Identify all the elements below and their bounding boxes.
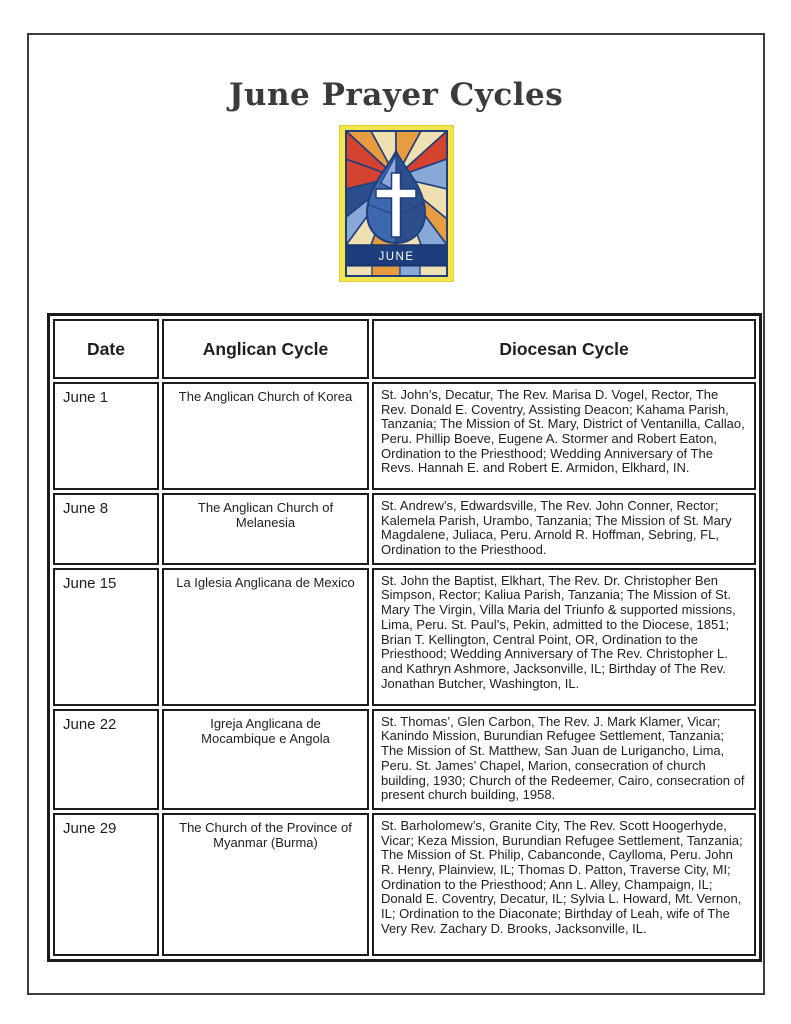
table-header-row xyxy=(53,319,756,379)
diocesan-cycle-cell: St. John the Baptist, Elkhart, The Rev. Dr. Christopher Ben Simpson, Rector; Kaliua Parish, Tanzania; The Mission of St. Mary The Virgin, Villa Maria del Triunfo & supported missions, Lima, Peru. St. Paul’s, Pekin, admitted to the Diocese, 1851; Brian T. Kellington, Central Point, OR, Ordination to the Priesthood; Wedding Anniversary of The Rev. Christopher L. and Kathryn Ashmore, Jacksonville, IL; Birthday of The Rev. Jonathan Butcher, Washington, IL. xyxy=(372,568,756,706)
table-row xyxy=(53,568,756,706)
header-anglican-cycle: Anglican Cycle xyxy=(162,319,369,379)
header-date: Date xyxy=(53,319,159,379)
anglican-cycle-cell: The Anglican Church of Melanesia xyxy=(162,493,369,565)
prayer-cycles-table xyxy=(47,313,762,962)
anglican-cycle-cell: Igreja Anglicana de Mocambique e Angola xyxy=(162,709,369,810)
table-row xyxy=(53,382,756,490)
header-diocesan-cycle: Diocesan Cycle xyxy=(372,319,756,379)
glass-bottom-panes xyxy=(346,266,447,276)
diocesan-cycle-cell: St. Thomas’, Glen Carbon, The Rev. J. Mark Klamer, Vicar; Kanindo Mission, Burundian Refugee Settlement, Tanzania; The Mission of St. Matthew, San Juan de Lurigancho, Lima, Peru. St. James’ Chapel, Marion, consecration of church building, 1930; Church of the Redeemer, Cairo, consecration of present church building, 1958. xyxy=(372,709,756,810)
date-cell: June 15 xyxy=(53,568,159,706)
table-row xyxy=(53,493,756,565)
june-stained-glass-image xyxy=(339,125,454,282)
diocesan-cycle-cell: St. John’s, Decatur, The Rev. Marisa D. Vogel, Rector, The Rev. Donald E. Coventry, Assisting Deacon; Kahama Parish, Tanzania; The Mission of St. Mary, District of Ventanilla, Callao, Peru. Phillip Boeve, Eugene A. Stormer and Robert Eaton, Ordination to the Priesthood; Wedding Anniversary of The Revs. Hannah E. and Robert E. Armidon, Elkhard, IN. xyxy=(372,382,756,490)
page-title: June Prayer Cycles xyxy=(228,77,564,113)
date-cell: June 1 xyxy=(53,382,159,490)
table-row xyxy=(53,813,756,956)
date-cell: June 8 xyxy=(53,493,159,565)
anglican-cycle-cell: La Iglesia Anglicana de Mexico xyxy=(162,568,369,706)
diocesan-cycle-cell: St. Andrew’s, Edwardsville, The Rev. John Conner, Rector; Kalemela Parish, Urambo, Tanzania; The Mission of St. Mary Magdalene, Juliaca, Peru. Arnold R. Hoffman, Sebring, FL, Ordination to the Priesthood. xyxy=(372,493,756,565)
document-page xyxy=(27,33,765,995)
stained-glass-container xyxy=(29,125,763,287)
table-row xyxy=(53,709,756,810)
date-cell: June 29 xyxy=(53,813,159,956)
diocesan-cycle-cell: St. Barholomew’s, Granite City, The Rev. Scott Hoogerhyde, Vicar; Keza Mission, Burundian Refugee Settlement, Tanzania; The Mission of St. Philip, Cabanconde, Caylloma, Peru. John R. Henry, Plainview, IL; Thomas D. Patton, Traverse City, MI; Ordination to the Priesthood; Ann L. Alley, Champaign, IL; Donald E. Coventry, Decatur, IL; Sylvia L. Howard, Mt. Vernon, IL; Ordination to the Diaconate; Birthday of Leah, wife of The Very Rev. Zachary D. Brooks, Jacksonville, IL. xyxy=(372,813,756,956)
month-banner-label: JUNE xyxy=(377,251,415,263)
anglican-cycle-cell: The Church of the Province of Myanmar (Burma) xyxy=(162,813,369,956)
date-cell: June 22 xyxy=(53,709,159,810)
anglican-cycle-cell: The Anglican Church of Korea xyxy=(162,382,369,490)
